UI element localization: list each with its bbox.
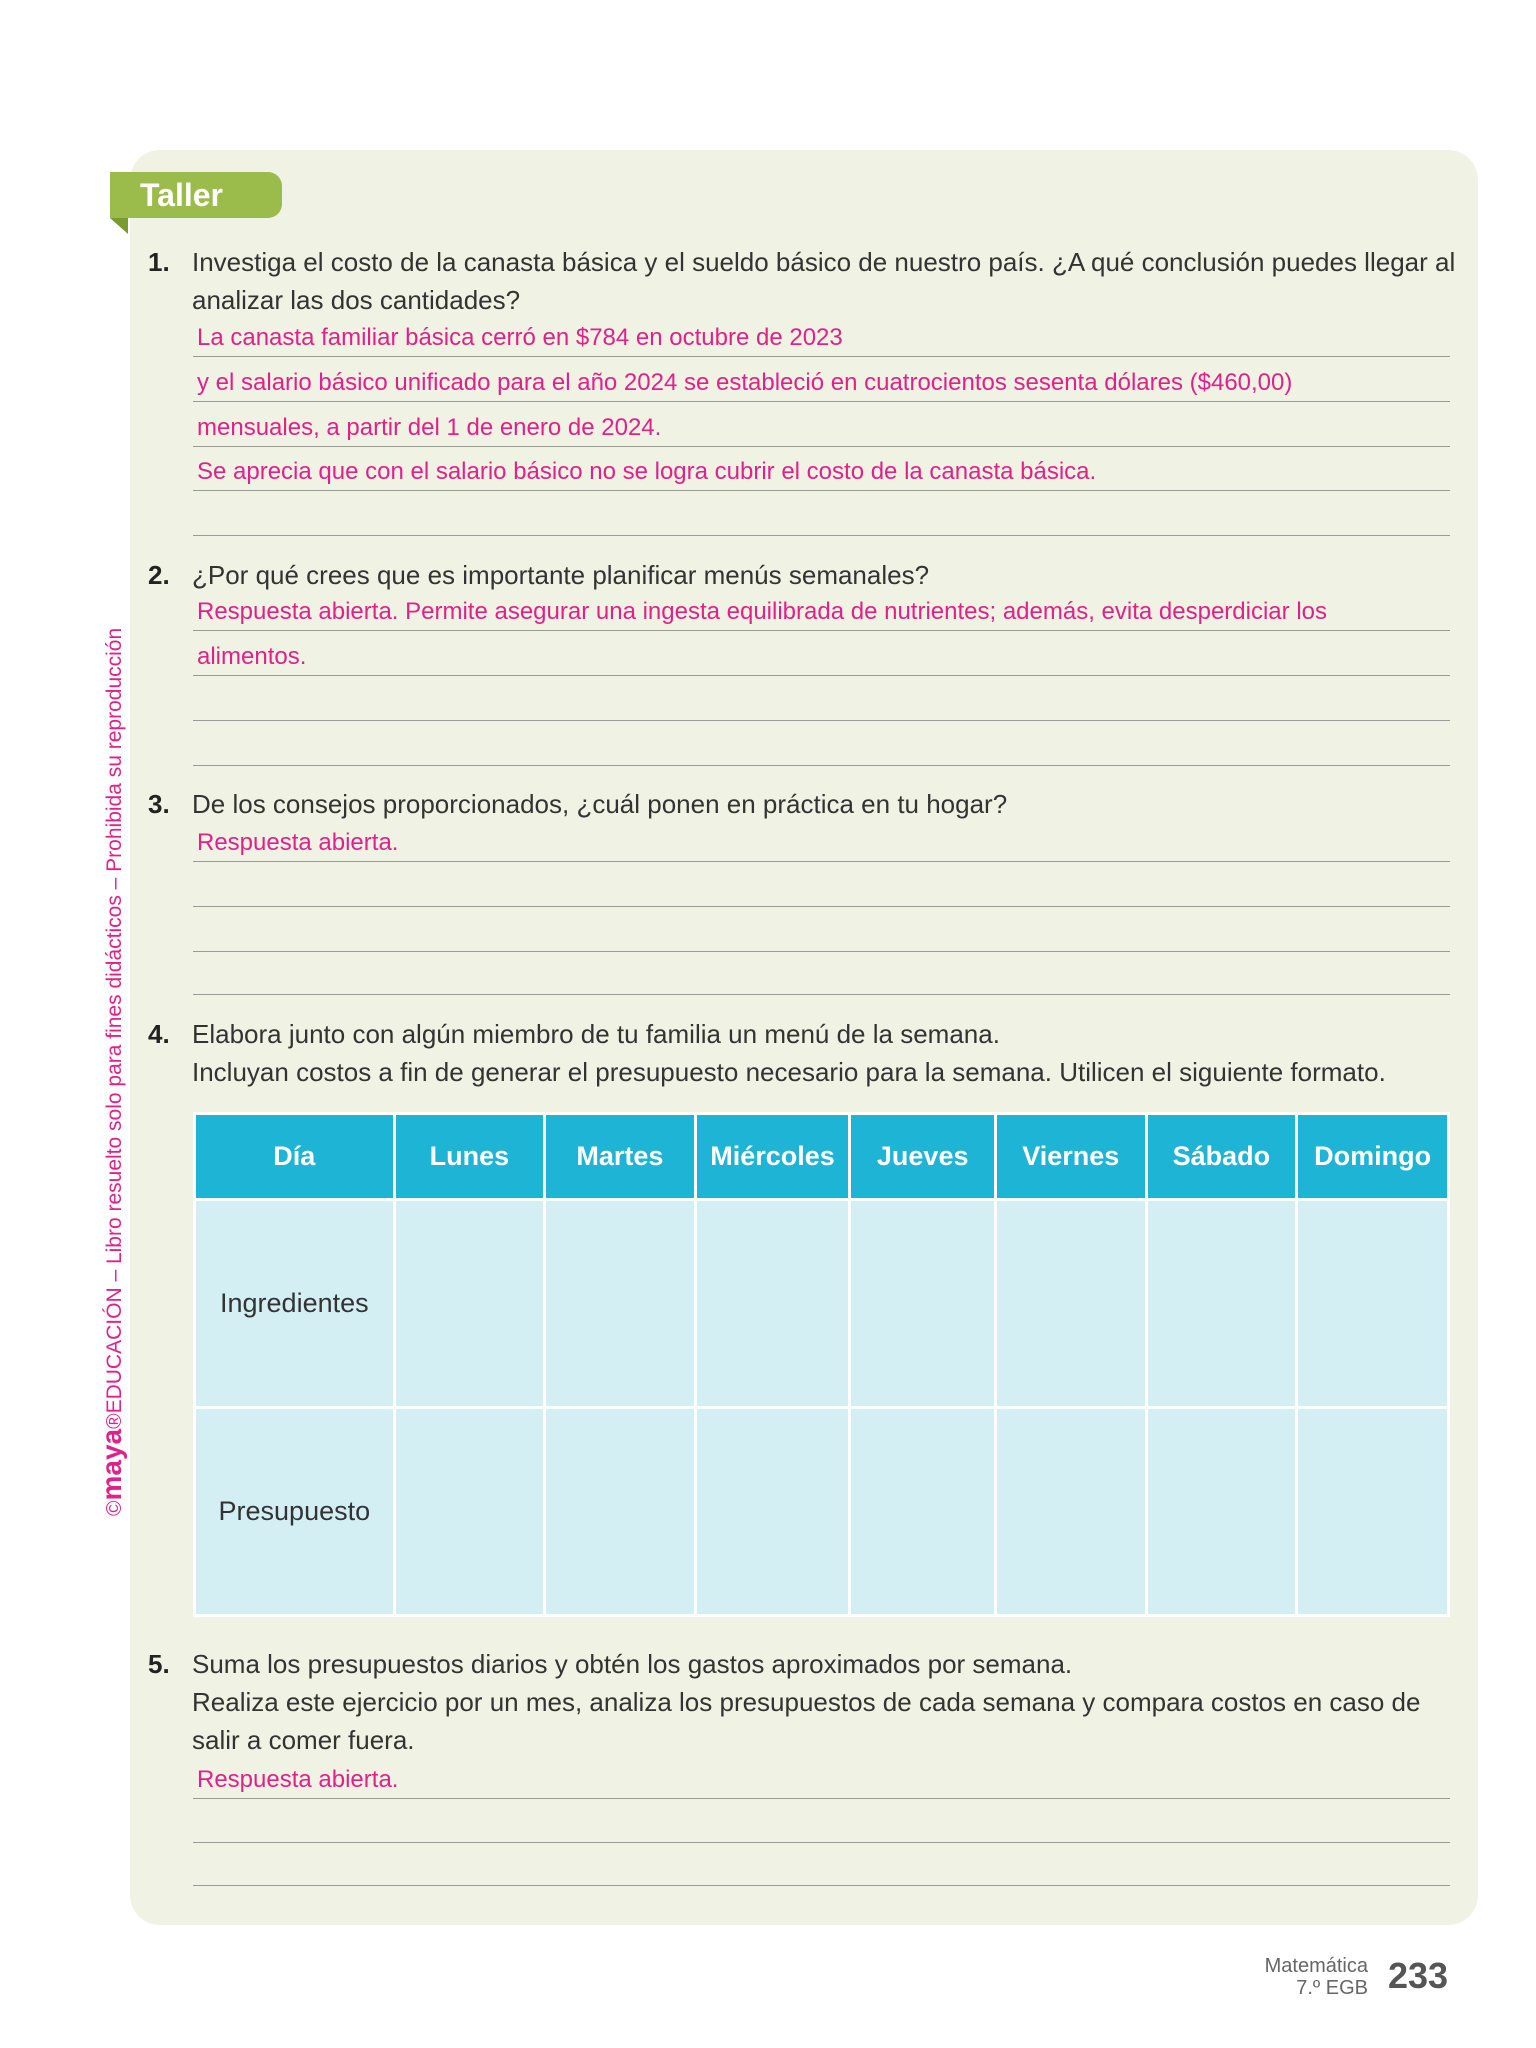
header-cell: Jueves <box>850 1114 996 1200</box>
question-text: Investiga el costo de la canasta básica y el sueldo básico de nuestro país. ¿A qué conclusión puedes llegar al analizar las dos cantidades? <box>192 247 1456 315</box>
table-cell[interactable] <box>545 1200 696 1408</box>
question-number: 1. <box>148 247 170 277</box>
answer-line[interactable] <box>193 685 1450 721</box>
table-row <box>195 1408 1449 1616</box>
question-text: Suma los presupuestos diarios y obtén los gastos aproximados por semana. <box>192 1649 1073 1679</box>
table-cell[interactable] <box>695 1408 850 1616</box>
answer-line[interactable]: La canasta familiar básica cerró en $784 en octubre de 2023 <box>193 321 1450 357</box>
table-cell[interactable] <box>850 1200 996 1408</box>
question-3 <box>148 785 1458 823</box>
answer-line[interactable]: alimentos. <box>193 640 1450 676</box>
header-cell: Viernes <box>996 1114 1147 1200</box>
table-cell[interactable] <box>1146 1200 1297 1408</box>
weekly-menu-table <box>193 1112 1450 1617</box>
answer-line[interactable] <box>193 916 1450 952</box>
header-cell: Sábado <box>1146 1114 1297 1200</box>
table-cell[interactable] <box>996 1408 1147 1616</box>
answer-line[interactable] <box>193 959 1450 995</box>
brand-logo: maya <box>96 1428 127 1501</box>
question-text: Elabora junto con algún miembro de tu familia un menú de la semana. <box>192 1019 1000 1049</box>
header-cell: Miércoles <box>695 1114 850 1200</box>
table-row <box>195 1200 1449 1408</box>
answer-line[interactable]: Respuesta abierta. <box>193 826 1450 862</box>
question-number: 4. <box>148 1019 170 1049</box>
answer-line[interactable] <box>193 1850 1450 1886</box>
question-number: 5. <box>148 1649 170 1679</box>
answer-line[interactable]: mensuales, a partir del 1 de enero de 2024. <box>193 411 1450 447</box>
tab-fold <box>110 218 128 234</box>
table-cell[interactable] <box>996 1200 1147 1408</box>
answer-line[interactable] <box>193 871 1450 907</box>
answer-line[interactable] <box>193 500 1450 536</box>
copyright-symbol: © <box>103 1500 126 1516</box>
question-5 <box>148 1645 1458 1759</box>
question-text-2: Incluyan costos a fin de generar el presupuesto necesario para la semana. Utilicen el siguiente formato. <box>192 1057 1386 1087</box>
notice-text: EDUCACIÓN – Libro resuelto solo para fines didácticos – Prohibida su reproducción <box>103 627 126 1414</box>
answer-line[interactable]: Respuesta abierta. <box>193 1763 1450 1799</box>
answer-line[interactable]: Respuesta abierta. Permite asegurar una ingesta equilibrada de nutrientes; además, evita desperdiciar los <box>193 595 1450 631</box>
row-label: Presupuesto <box>195 1408 395 1616</box>
answer-line[interactable]: Se aprecia que con el salario básico no se logra cubrir el costo de la canasta básica. <box>193 455 1450 491</box>
table-cell[interactable] <box>1297 1408 1449 1616</box>
footer-subject <box>1265 1955 1368 1999</box>
question-2 <box>148 556 1458 594</box>
answer-line[interactable] <box>193 730 1450 766</box>
answer-line[interactable] <box>193 1807 1450 1843</box>
header-cell: Martes <box>545 1114 696 1200</box>
table-cell[interactable] <box>695 1200 850 1408</box>
row-label: Ingredientes <box>195 1200 395 1408</box>
table-cell[interactable] <box>394 1408 544 1616</box>
subject-label: Matemática <box>1264 1955 1368 1977</box>
question-4 <box>148 1015 1458 1091</box>
table-header-row <box>195 1114 1449 1200</box>
copyright-notice <box>96 556 128 1516</box>
header-cell: Lunes <box>394 1114 544 1200</box>
header-cell: Día <box>195 1114 395 1200</box>
question-number: 3. <box>148 789 170 819</box>
answer-line[interactable]: y el salario básico unificado para el año 2024 se estableció en cuatrocientos sesenta dólares ($460,00) <box>193 366 1450 402</box>
question-text: De los consejos proporcionados, ¿cuál ponen en práctica en tu hogar? <box>192 789 1008 819</box>
question-1 <box>148 243 1458 319</box>
table-cell[interactable] <box>1297 1200 1449 1408</box>
page-number: 233 <box>1388 1955 1449 1996</box>
table-cell[interactable] <box>545 1408 696 1616</box>
header-cell: Domingo <box>1297 1114 1449 1200</box>
question-text-2: Realiza este ejercicio por un mes, analiza los presupuestos de cada semana y compara costos en caso de salir a comer fuera. <box>192 1687 1421 1755</box>
table-cell[interactable] <box>1146 1408 1297 1616</box>
registered-symbol: ® <box>103 1413 126 1429</box>
table-cell[interactable] <box>850 1408 996 1616</box>
taller-tab: Taller <box>110 172 282 218</box>
grade-label: 7.º EGB <box>1296 1977 1368 1999</box>
question-text: ¿Por qué crees que es importante planificar menús semanales? <box>192 560 930 590</box>
question-number: 2. <box>148 560 170 590</box>
table-cell[interactable] <box>394 1200 544 1408</box>
